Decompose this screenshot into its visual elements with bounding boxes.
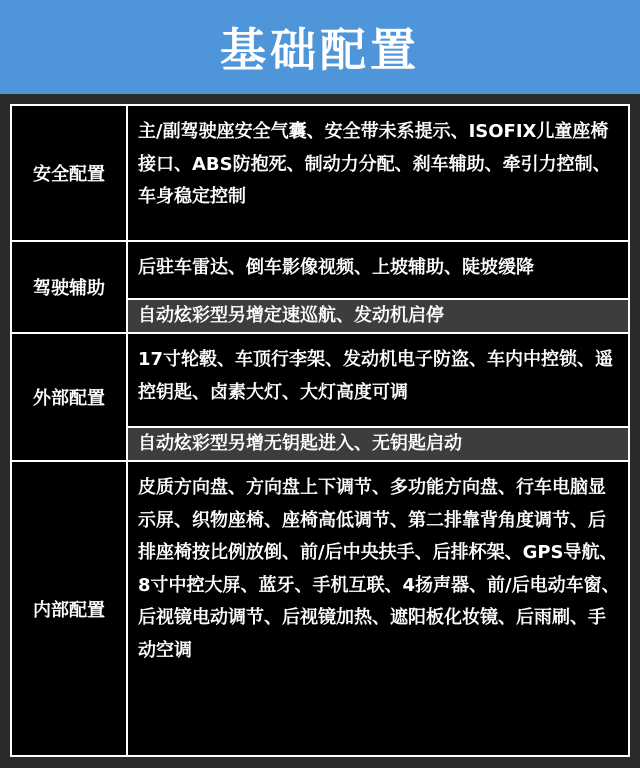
feature-list: 皮质方向盘、方向盘上下调节、多功能方向盘、行车电脑显示屏、织物座椅、座椅高低调节、第二排靠背角度调节、后排座椅按比例放倒、前/后中央扶手、后排杯架、GPS导航、8寸中控大屏、蓝牙、手机互联、4扬声器、前/后电动车窗、后视镜电动调节、后视镜加热、遮阳板化妆镜、后雨刷、手动空调 [138, 477, 620, 661]
trim-extra-note: 自动炫彩型另增无钥匙进入、无钥匙启动 [128, 426, 628, 460]
header-banner [0, 0, 640, 94]
row-content [128, 334, 628, 460]
row-content [128, 462, 628, 755]
page-title: 基础配置 [220, 23, 420, 77]
table-row-interior [12, 462, 628, 755]
category-label: 内部配置 [12, 462, 128, 755]
table-row-exterior [12, 334, 628, 462]
trim-extra-note: 自动炫彩型另增定速巡航、发动机启停 [128, 298, 628, 332]
category-label: 驾驶辅助 [12, 242, 128, 332]
category-label: 安全配置 [12, 106, 128, 240]
row-content [128, 106, 628, 240]
table-row-driving-assist [12, 242, 628, 334]
config-table [10, 104, 630, 757]
feature-list: 后驻车雷达、倒车影像视频、上坡辅助、陡坡缓降 [138, 257, 534, 278]
feature-list: 主/副驾驶座安全气囊、安全带未系提示、ISOFIX儿童座椅接口、ABS防抱死、制动力分配、刹车辅助、牵引力控制、车身稳定控制 [138, 121, 611, 207]
feature-list: 17寸轮毂、车顶行李架、发动机电子防盗、车内中控锁、遥控钥匙、卤素大灯、大灯高度可调 [138, 349, 614, 403]
row-content [128, 242, 628, 332]
category-label: 外部配置 [12, 334, 128, 460]
table-row-safety [12, 106, 628, 242]
